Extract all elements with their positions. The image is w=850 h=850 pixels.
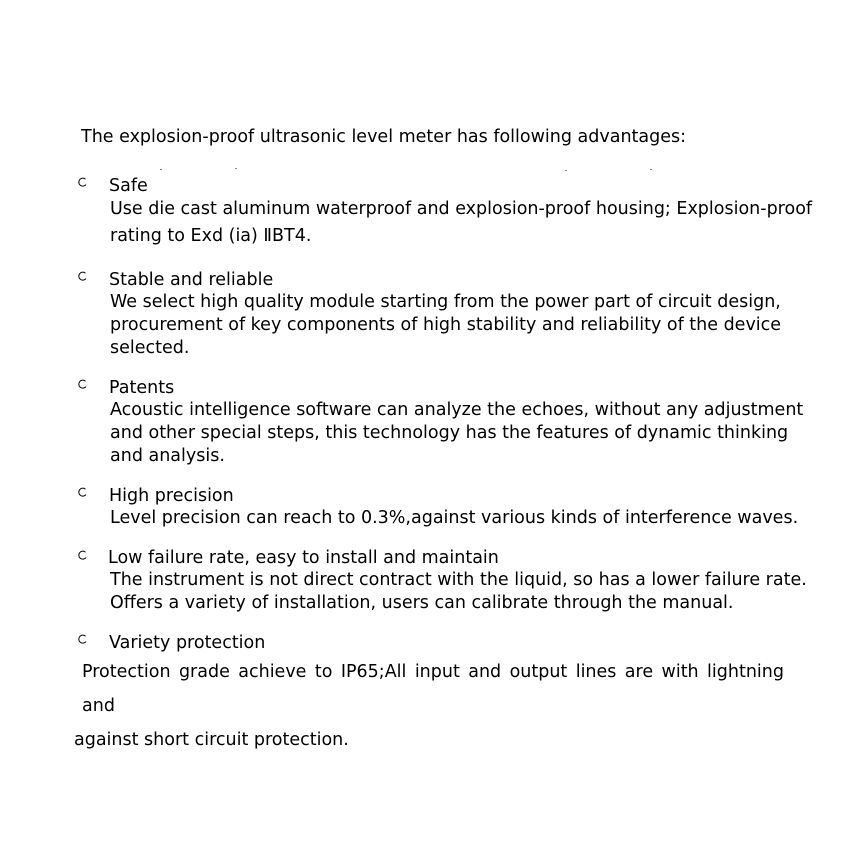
section-heading-stable-and-reliable: Stable and reliable — [109, 270, 274, 290]
body-line: Acoustic intelligence software can analyze the echoes, without any adjustment — [110, 400, 804, 420]
body-line: rating to Exd (ia) ⅡBT4. — [110, 226, 312, 246]
body-line: procurement of key components of high stability and reliability of the device — [110, 315, 782, 335]
section-heading-safe: Safe — [109, 176, 148, 196]
intro-sentence: The explosion-proof ultrasonic level meter has following advantages: — [81, 127, 687, 147]
section-body-high-precision — [110, 507, 798, 530]
scan-speck-decoration — [160, 168, 660, 172]
body-line: Offers a variety of installation, users can calibrate through the manual. — [110, 593, 734, 613]
circle-bullet-icon — [77, 634, 88, 645]
section-body-safe — [110, 198, 812, 248]
body-line: against short circuit protection. — [74, 730, 349, 750]
section-heading-high-precision: High precision — [109, 486, 234, 506]
section-body-low-failure-rate — [110, 569, 807, 615]
body-line: selected. — [110, 338, 190, 358]
body-line: Protection grade achieve to IP65;All input and output lines are with lightning and — [82, 662, 784, 716]
body-line: Use die cast aluminum waterproof and explosion-proof housing; Explosion-proof — [110, 199, 813, 219]
circle-bullet-icon — [77, 177, 88, 188]
circle-bullet-icon — [77, 550, 88, 561]
body-line: Level precision can reach to 0.3%,against various kinds of interference waves. — [110, 508, 799, 528]
section-heading-low-failure-rate: Low failure rate, easy to install and maintain — [108, 548, 499, 568]
section-body-stable-and-reliable — [110, 291, 781, 360]
section-heading-patents: Patents — [109, 378, 175, 398]
body-line: and analysis. — [110, 446, 225, 466]
section-body-patents — [110, 399, 803, 468]
circle-bullet-icon — [77, 271, 88, 282]
body-line: and other special steps, this technology has the features of dynamic thinking — [110, 423, 789, 443]
section-heading-variety-protection: Variety protection — [109, 633, 266, 653]
body-line: We select high quality module starting from the power part of circuit design, — [110, 292, 781, 312]
body-line: The instrument is not direct contract with the liquid, so has a lower failure rate. — [110, 570, 807, 590]
circle-bullet-icon — [77, 487, 88, 498]
section-body-variety-protection — [74, 655, 784, 757]
circle-bullet-icon — [77, 379, 88, 390]
